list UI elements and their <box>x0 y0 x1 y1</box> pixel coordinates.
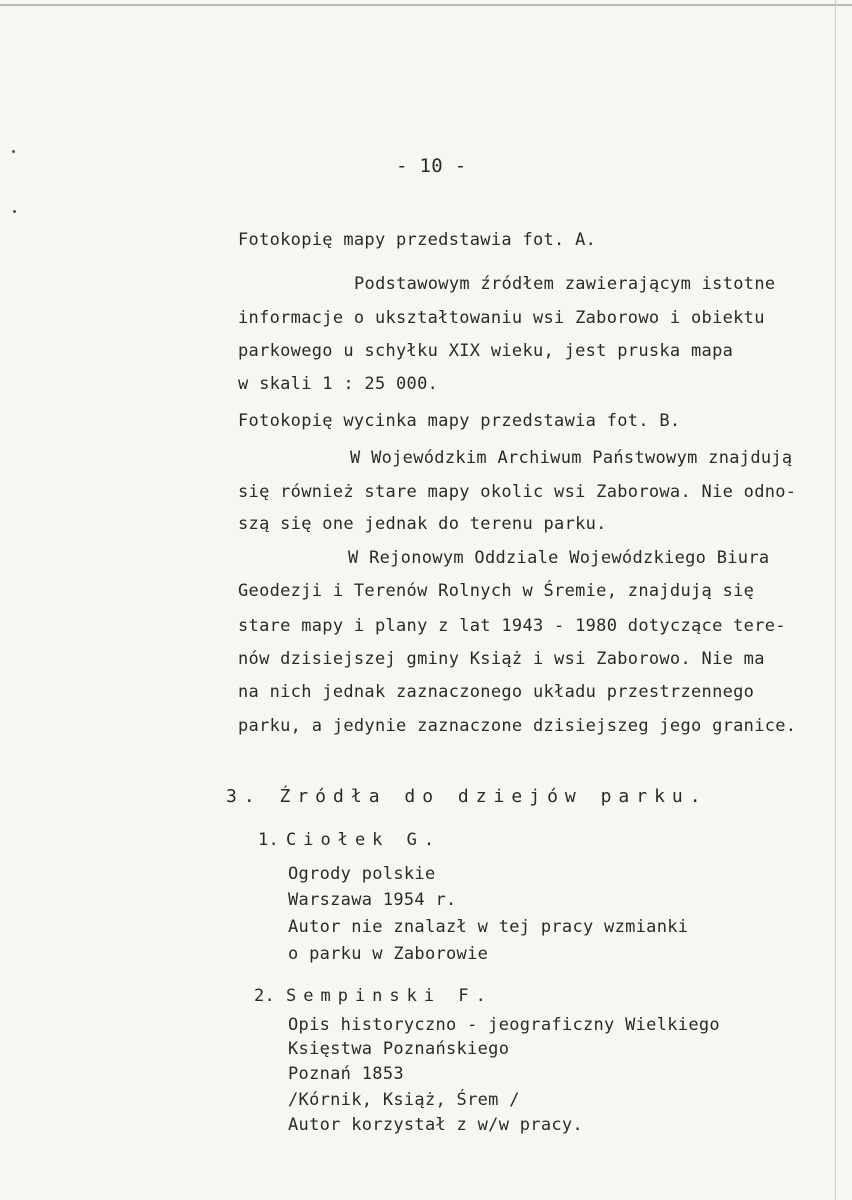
paragraph-line: parku, a jedynie zaznaczone dzisiejszeg jego granice. <box>238 716 797 736</box>
paragraph-line: na nich jednak zaznaczonego układu przestrzennego <box>238 682 755 702</box>
source-number: 1. <box>258 830 280 850</box>
page-number: - 10 - <box>396 155 467 177</box>
paragraph-line: Geodezji i Terenów Rolnych w Śremie, znajdują się <box>238 581 755 601</box>
source-line: Warszawa 1954 r. <box>288 890 457 910</box>
source-author: Sempinski F. <box>286 986 493 1006</box>
page-top-edge <box>0 4 852 6</box>
paragraph-line: Podstawowym źródłem zawierającym istotne <box>354 274 776 294</box>
paragraph-line: się również stare mapy okolic wsi Zaborowa. Nie odno- <box>238 482 797 502</box>
paragraph-line: parkowego u schyłku XIX wieku, jest pruska mapa <box>238 341 734 361</box>
section-heading: 3. Źródła do dziejów parku. <box>226 786 708 807</box>
source-number: 2. <box>254 986 276 1006</box>
source-author: Ciołek G. <box>286 830 442 850</box>
speck <box>12 150 15 153</box>
page-right-edge <box>835 0 836 1200</box>
paragraph-line: szą się one jednak do terenu parku. <box>238 514 607 534</box>
source-line: Opis historyczno - jeograficzny Wielkiego <box>288 1015 720 1035</box>
source-line: Poznań 1853 <box>288 1064 404 1084</box>
paragraph-line: W Rejonowym Oddziale Wojewódzkiego Biura <box>348 548 770 568</box>
source-line: Księstwa Poznańskiego <box>288 1039 510 1059</box>
paragraph-line: stare mapy i plany z lat 1943 - 1980 dotyczące tere- <box>238 616 786 636</box>
source-line: /Kórnik, Książ, Śrem / <box>288 1090 520 1110</box>
paragraph-line: Fotokopię mapy przedstawia fot. A. <box>238 230 597 250</box>
source-line: Autor korzystał z w/w pracy. <box>288 1115 583 1135</box>
source-line: Autor nie znalazł w tej pracy wzmianki <box>288 917 689 937</box>
source-line: o parku w Zaborowie <box>288 944 489 964</box>
source-line: Ogrody polskie <box>288 864 436 884</box>
paragraph-line: W Wojewódzkim Archiwum Państwowym znajdują <box>350 448 793 468</box>
paragraph-line: w skali 1 : 25 000. <box>238 374 439 394</box>
paragraph-line: informacje o ukształtowaniu wsi Zaborowo i obiektu <box>238 308 765 328</box>
paragraph-line: nów dzisiejszej gminy Książ i wsi Zaborowo. Nie ma <box>238 649 765 669</box>
speck <box>13 210 16 213</box>
paragraph-line: Fotokopię wycinka mapy przedstawia fot. B. <box>238 411 681 431</box>
